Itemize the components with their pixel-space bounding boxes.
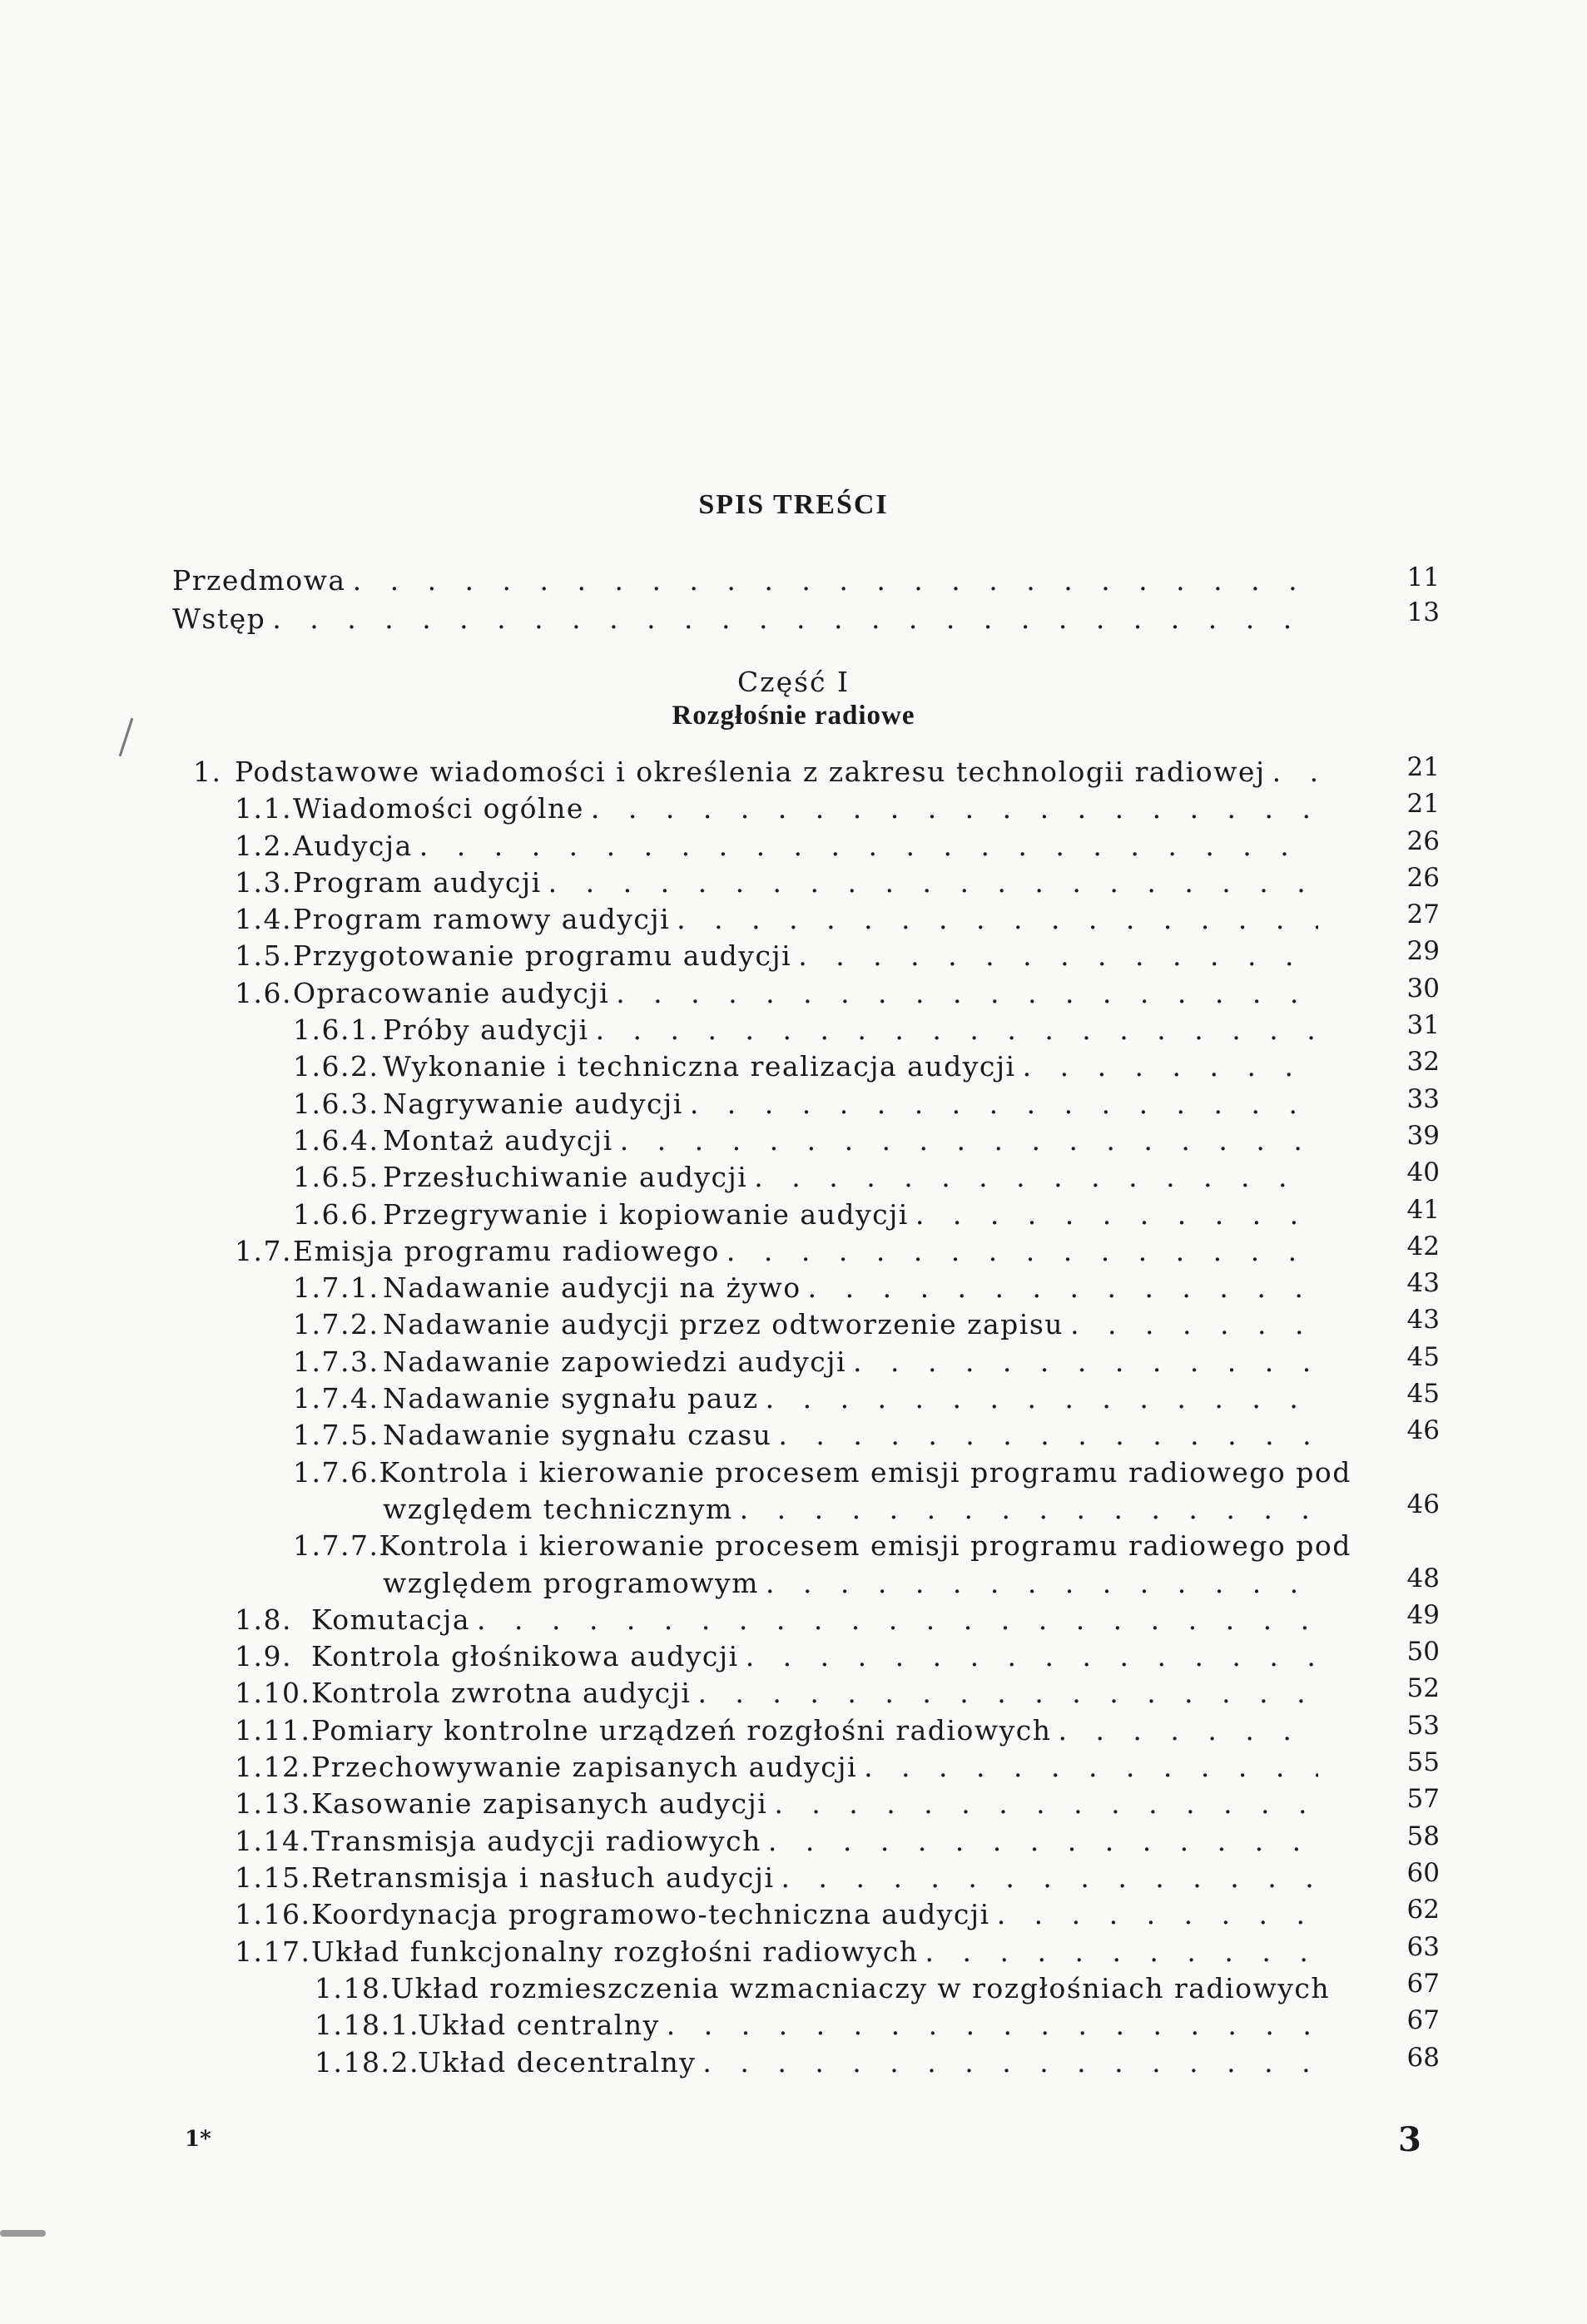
toc-page-number: 41 — [1406, 1195, 1440, 1225]
leader-dots — [677, 901, 1318, 938]
toc-entry[interactable] — [293, 1417, 1323, 1454]
toc-entry[interactable] — [293, 1012, 1323, 1048]
toc-entry-label: Przegrywanie i kopiowanie audycji — [383, 1198, 909, 1231]
toc-page-number: 62 — [1406, 1895, 1440, 1925]
toc-entry-label: Program audycji — [293, 866, 542, 899]
toc-entry-number: 1.15. — [235, 1861, 311, 1894]
toc-page-number: 68 — [1406, 2043, 1440, 2073]
toc-page-number: 43 — [1406, 1268, 1440, 1298]
toc-entry[interactable] — [293, 1159, 1323, 1196]
leader-dots — [740, 1491, 1318, 1528]
toc-entry-label: Próby audycji — [383, 1013, 589, 1046]
leader-dots — [766, 1565, 1318, 1602]
toc-entry-number: 1.6.3. — [293, 1088, 379, 1120]
toc-entry[interactable] — [235, 1934, 1323, 1970]
toc-entry[interactable] — [293, 1197, 1323, 1233]
toc-entry-number: 1.11. — [235, 1714, 311, 1747]
leader-dots — [1058, 1712, 1318, 1749]
toc-entry-label: Nadawanie audycji przez odtworzenie zapisu — [383, 1308, 1064, 1340]
toc-page-number: 43 — [1406, 1305, 1440, 1335]
toc-page-number: 67 — [1406, 2005, 1440, 2035]
part-label: Część I — [736, 666, 851, 698]
toc-entry-przedmowa[interactable] — [172, 562, 1321, 599]
toc-entry-label: względem programowym — [383, 1567, 759, 1599]
toc-entry-label: Nadawanie sygnału pauz — [383, 1382, 759, 1415]
leader-dots — [548, 865, 1318, 901]
toc-entry-label: Opracowanie audycji — [293, 977, 610, 1009]
toc-entry-number: 1.6.6. — [293, 1198, 379, 1231]
toc-entry[interactable] — [235, 975, 1323, 1012]
leader-dots — [808, 1270, 1318, 1306]
toc-entry-label: Kontrola i kierowanie procesem emisji programu radiowego pod — [379, 1529, 1351, 1562]
toc-entry-continuation[interactable] — [383, 1565, 1323, 1602]
toc-entry-number: 1.7.7. — [293, 1529, 379, 1562]
leader-dots — [477, 1602, 1318, 1638]
leader-dots — [697, 1675, 1318, 1712]
toc-entry-label: Kontrola głośnikowa audycji — [311, 1640, 739, 1672]
toc-page-number: 50 — [1406, 1637, 1440, 1667]
toc-entry-number: 1.13. — [235, 1787, 311, 1820]
toc-entry-number: 1.5. — [235, 939, 292, 972]
leader-dots — [754, 1159, 1318, 1196]
toc-entry-number: 1.6. — [235, 977, 292, 1009]
page-number: 3 — [1398, 2120, 1421, 2159]
toc-page-number: 26 — [1406, 826, 1440, 856]
toc-page-number: 45 — [1406, 1379, 1440, 1409]
toc-entry-number: 1.8. — [235, 1603, 292, 1636]
toc-page-number: 21 — [1406, 752, 1440, 782]
toc-entry[interactable] — [315, 1970, 1331, 2007]
toc-entry-number: 1.18.1. — [315, 2009, 419, 2041]
toc-entry-number: 1.16. — [235, 1898, 311, 1930]
toc-entry-number: 1.7.4. — [293, 1382, 379, 1415]
toc-entry-label: względem technicznym — [383, 1493, 733, 1525]
toc-page-number: 26 — [1406, 863, 1440, 893]
toc-entry-label: Montaż audycji — [383, 1124, 613, 1157]
leader-dots — [864, 1749, 1318, 1786]
toc-entry-number: 1.6.5. — [293, 1161, 379, 1193]
toc-entry[interactable] — [235, 1638, 1323, 1675]
toc-entry-number: 1.14. — [235, 1825, 311, 1857]
page-title: SPIS TREŚCI — [698, 489, 889, 520]
toc-entry-label: Kontrola zwrotna audycji — [311, 1677, 692, 1709]
toc-entry[interactable] — [293, 1380, 1323, 1417]
toc-entry-number: 1.12. — [235, 1751, 311, 1783]
leader-dots — [616, 975, 1318, 1012]
toc-page-number: 39 — [1406, 1121, 1440, 1151]
toc-entry-number: 1.6.4. — [293, 1124, 379, 1157]
toc-entry-label: Komutacja — [311, 1603, 471, 1636]
toc-entry[interactable] — [235, 1675, 1323, 1712]
toc-entry-number: 1.9. — [235, 1640, 292, 1672]
toc-entry-label: Układ rozmieszczenia wzmacniaczy w rozgłośniach radiowych — [390, 1972, 1331, 2004]
toc-entry-label: Wstęp — [172, 602, 266, 635]
toc-entry-wstep[interactable] — [172, 601, 1321, 637]
toc-entry-label: Układ funkcjonalny rozgłośni radiowych — [311, 1935, 919, 1968]
toc-page-number: 67 — [1406, 1969, 1440, 1999]
leader-dots — [1272, 754, 1318, 790]
leader-dots — [768, 1823, 1318, 1860]
toc-page-number: 27 — [1406, 899, 1440, 929]
toc-entry[interactable] — [293, 1306, 1323, 1343]
leader-dots — [746, 1638, 1318, 1675]
toc-page-number: 45 — [1406, 1342, 1440, 1372]
toc-entry-number: 1.18.2. — [315, 2046, 419, 2079]
toc-entry-label: Nadawanie zapowiedzi audycji — [383, 1345, 846, 1378]
leader-dots — [766, 1380, 1318, 1417]
toc-entry[interactable] — [193, 754, 1323, 790]
toc-entry[interactable] — [315, 2007, 1323, 2044]
toc-entry[interactable] — [235, 1749, 1323, 1786]
scan-mark — [0, 2230, 46, 2237]
toc-entry-label: Pomiary kontrolne urządzeń rozgłośni radiowych — [311, 1714, 1052, 1747]
toc-page-number: 63 — [1406, 1932, 1440, 1962]
leader-dots — [925, 1934, 1318, 1970]
toc-page-number: 31 — [1406, 1010, 1440, 1040]
toc-entry-number: 1. — [193, 756, 222, 788]
toc-page-number: 57 — [1406, 1784, 1440, 1814]
toc-page-number: 42 — [1406, 1231, 1440, 1261]
toc-entry[interactable] — [293, 1122, 1323, 1159]
toc-entry-label: Koordynacja programowo-techniczna audycji — [311, 1898, 990, 1930]
toc-entry-label: Nadawanie sygnału czasu — [383, 1419, 772, 1451]
toc-page-number: 55 — [1406, 1747, 1440, 1777]
toc-page-number: 21 — [1406, 789, 1440, 819]
toc-entry-label: Przechowywanie zapisanych audycji — [311, 1751, 858, 1783]
toc-entry-label: Układ decentralny — [418, 2046, 697, 2079]
toc-entry-label: Przedmowa — [172, 564, 346, 597]
leader-dots — [997, 1896, 1318, 1933]
leader-dots — [727, 1233, 1318, 1270]
toc-entry-number: 1.3. — [235, 866, 292, 899]
toc-page-number: 58 — [1406, 1821, 1440, 1851]
toc-entry-label: Wykonanie i techniczna realizacja audycji — [383, 1050, 1016, 1083]
leader-dots — [774, 1786, 1318, 1822]
toc-page-number: 46 — [1406, 1415, 1440, 1445]
toc-entry[interactable] — [315, 2044, 1323, 2081]
toc-entry-number: 1.7.6. — [293, 1456, 379, 1489]
toc-entry-label: Emisja programu radiowego — [293, 1235, 720, 1267]
toc-page-number: 32 — [1406, 1047, 1440, 1077]
toc-entry-number: 1.6.1. — [293, 1013, 379, 1046]
toc-page-number: 11 — [1406, 562, 1440, 592]
toc-entry-label: Retransmisja i nasłuch audycji — [311, 1861, 775, 1894]
leader-dots — [596, 1012, 1318, 1048]
toc-page-number: 33 — [1406, 1084, 1440, 1114]
toc-entry[interactable] — [235, 1233, 1323, 1270]
toc-page-number: 49 — [1406, 1600, 1440, 1630]
toc-entry-label: Transmisja audycji radiowych — [311, 1825, 761, 1857]
leader-dots — [419, 828, 1318, 865]
toc-entry[interactable] — [235, 1896, 1323, 1933]
toc-entry-label: Podstawowe wiadomości i określenia z zakresu technologii radiowej — [235, 756, 1266, 788]
toc-page-number: 52 — [1406, 1673, 1440, 1703]
leader-dots — [915, 1197, 1318, 1233]
toc-entry-number: 1.18. — [315, 1972, 391, 2004]
toc-entry[interactable] — [235, 790, 1323, 827]
leader-dots — [853, 1344, 1318, 1380]
toc-page-number: 46 — [1406, 1489, 1440, 1519]
signature-mark: 1* — [185, 2127, 211, 2152]
toc-entry-number: 1.4. — [235, 903, 292, 935]
toc-page-number: 48 — [1406, 1563, 1440, 1593]
toc-entry-label: Układ centralny — [418, 2009, 660, 2041]
toc-entry[interactable] — [235, 1712, 1323, 1749]
toc-entry[interactable] — [293, 1270, 1323, 1306]
toc-entry[interactable] — [293, 1528, 1351, 1564]
toc-entry-number: 1.6.2. — [293, 1050, 379, 1083]
leader-dots — [690, 1086, 1318, 1122]
toc-page-number: 29 — [1406, 936, 1440, 966]
leader-dots — [778, 1417, 1318, 1454]
toc-entry[interactable] — [235, 1602, 1323, 1638]
toc-entry-label: Program ramowy audycji — [293, 903, 671, 935]
toc-entry-label: Audycja — [293, 830, 413, 862]
toc-page-number: 53 — [1406, 1711, 1440, 1741]
toc-entry-label: Przesłuchiwanie audycji — [383, 1161, 748, 1193]
toc-entry[interactable] — [293, 1454, 1351, 1491]
toc-entry[interactable] — [235, 828, 1323, 865]
toc-entry-number: 1.2. — [235, 830, 292, 862]
toc-entry-label: Nagrywanie audycji — [383, 1088, 683, 1120]
toc-entry[interactable] — [235, 865, 1323, 901]
leader-dots — [702, 2044, 1318, 2081]
toc-entry[interactable] — [235, 901, 1323, 938]
toc-entry-number: 1.10. — [235, 1677, 311, 1709]
leader-dots — [798, 938, 1318, 974]
toc-page-number: 13 — [1406, 597, 1440, 627]
toc-entry-number: 1.1. — [235, 792, 292, 825]
leader-dots — [781, 1860, 1319, 1896]
toc-entry-number: 1.7.5. — [293, 1419, 379, 1451]
toc-entry-label: Nadawanie audycji na żywo — [383, 1271, 801, 1304]
toc-entry[interactable] — [235, 938, 1323, 974]
toc-entry[interactable] — [293, 1048, 1323, 1085]
toc-entry-label: Przygotowanie programu audycji — [293, 939, 792, 972]
toc-entry[interactable] — [293, 1086, 1323, 1122]
toc-entry-number: 1.7.2. — [293, 1308, 379, 1340]
leader-dots — [667, 2007, 1318, 2044]
toc-entry[interactable] — [235, 1860, 1323, 1896]
toc-entry-number: 1.7.3. — [293, 1345, 379, 1378]
toc-entry[interactable] — [235, 1823, 1323, 1860]
leader-dots — [1023, 1048, 1318, 1085]
leader-dots — [272, 601, 1316, 637]
leader-dots — [591, 790, 1318, 827]
toc-entry-continuation[interactable] — [383, 1491, 1323, 1528]
toc-entry-number: 1.7. — [235, 1235, 292, 1267]
leader-dots — [1070, 1306, 1318, 1343]
leader-dots — [353, 562, 1316, 599]
leader-dots — [620, 1122, 1318, 1159]
toc-entry[interactable] — [235, 1786, 1323, 1822]
toc-entry-label: Kontrola i kierowanie procesem emisji programu radiowego pod — [379, 1456, 1351, 1489]
toc-entry-number: 1.17. — [235, 1935, 311, 1968]
toc-page-number: 60 — [1406, 1858, 1440, 1888]
toc-entry-label: Wiadomości ogólne — [293, 792, 584, 825]
toc-entry[interactable] — [293, 1344, 1323, 1380]
toc-entry-label: Kasowanie zapisanych audycji — [311, 1787, 768, 1820]
part-title: Rozgłośnie radiowe — [672, 701, 915, 731]
toc-entry-number: 1.7.1. — [293, 1271, 379, 1304]
toc-page-number: 40 — [1406, 1157, 1440, 1187]
toc-page-number: 30 — [1406, 974, 1440, 1003]
